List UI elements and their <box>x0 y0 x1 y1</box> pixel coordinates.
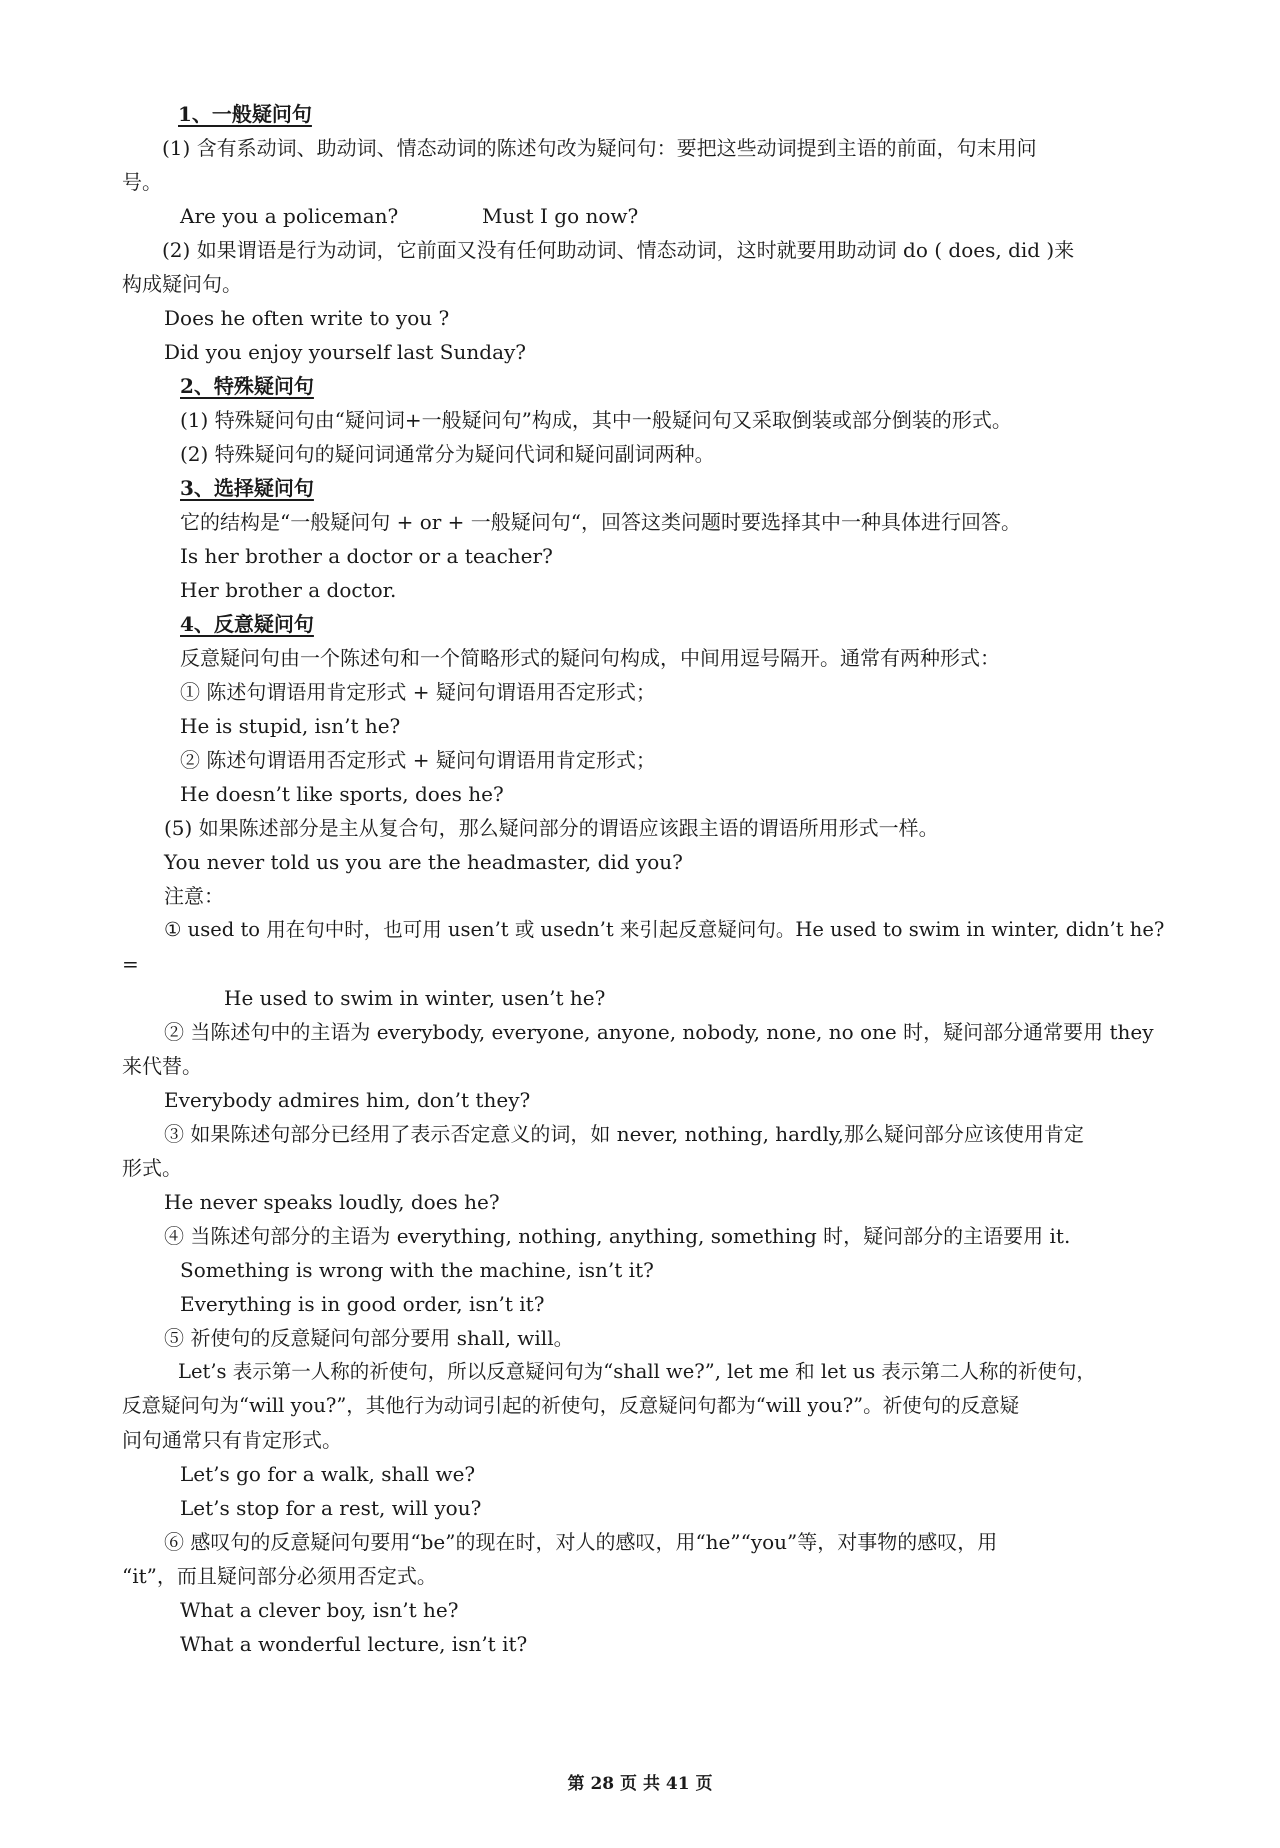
section-heading-general-question: 1、一般疑问句 <box>178 102 312 126</box>
paragraph-text: (1) 含有系动词、助动词、情态动词的陈述句改为疑问句：要把这些动词提到主语的前面，句末用问 <box>162 136 1037 160</box>
note-item: 来代替。 <box>122 1054 202 1078</box>
paragraph-text: (5) 如果陈述部分是主从复合句，那么疑问部分的谓语应该跟主语的谓语所用形式一样。 <box>164 816 939 840</box>
section-heading-tag-question: 4、反意疑问句 <box>180 612 314 636</box>
example-sentence: What a clever boy, isn’t he? <box>180 1598 459 1622</box>
note-item: = <box>122 952 139 976</box>
paragraph-text: 构成疑问句。 <box>122 272 242 296</box>
example-sentence: Are you a policeman? <box>180 204 399 228</box>
example-sentence: You never told us you are the headmaster, did you? <box>164 850 683 874</box>
note-item: ⑥ 感叹句的反意疑问句要用“be”的现在时，对人的感叹，用“he”“you”等，对事物的感叹，用 <box>164 1530 998 1554</box>
example-sentence: What a wonderful lecture, isn’t it? <box>180 1632 528 1656</box>
paragraph-text: (2) 如果谓语是行为动词，它前面又没有任何助动词、情态动词，这时就要用助动词 do ( does, did )来 <box>162 238 1075 262</box>
list-item: ① 陈述句谓语用肯定形式 + 疑问句谓语用否定形式； <box>180 680 656 704</box>
paragraph-text: 号。 <box>122 170 162 194</box>
note-item: ④ 当陈述句部分的主语为 everything, nothing, anything, something 时，疑问部分的主语要用 it. <box>164 1224 1071 1248</box>
note-label: 注意： <box>164 884 224 908</box>
paragraph-text: (2) 特殊疑问句的疑问词通常分为疑问代词和疑问副词两种。 <box>180 442 715 466</box>
note-item: ⑤ 祈使句的反意疑问句部分要用 shall, will。 <box>164 1326 574 1350</box>
example-sentence: Something is wrong with the machine, isn’t it? <box>180 1258 654 1282</box>
example-sentence: Let’s go for a walk, shall we? <box>180 1462 476 1486</box>
example-sentence: He doesn’t like sports, does he? <box>180 782 504 806</box>
note-item: “it”，而且疑问部分必须用否定式。 <box>122 1564 437 1588</box>
example-sentence: Let’s stop for a rest, will you? <box>180 1496 482 1520</box>
example-sentence: Must I go now? <box>482 204 639 228</box>
example-sentence: Everybody admires him, don’t they? <box>164 1088 531 1112</box>
note-item: ① used to 用在句中时，也可用 usen’t 或 usedn’t 来引起反意疑问句。He used to swim in winter, didn’t he? <box>164 918 1165 941</box>
note-item: ② 当陈述句中的主语为 everybody, everyone, anyone, nobody, none, no one 时，疑问部分通常要用 they <box>164 1020 1154 1044</box>
note-item: ③ 如果陈述句部分已经用了表示否定意义的词，如 never, nothing, hardly,那么疑问部分应该使用肯定 <box>164 1122 1084 1146</box>
paragraph-text: (1) 特殊疑问句由“疑问词+一般疑问句”构成，其中一般疑问句又采取倒装或部分倒装的形式。 <box>180 408 1012 432</box>
example-sentence: Did you enjoy yourself last Sunday? <box>164 340 527 364</box>
paragraph-text: 反意疑问句由一个陈述句和一个简略形式的疑问句构成，中间用逗号隔开。通常有两种形式： <box>180 646 1000 670</box>
example-sentence: He is stupid, isn’t he? <box>180 714 401 738</box>
paragraph-text: 问句通常只有肯定形式。 <box>122 1428 342 1452</box>
page-number-footer: 第 28 页 共 41 页 <box>567 1774 713 1794</box>
paragraph-text: 它的结构是“一般疑问句 + or + 一般疑问句“，回答这类问题时要选择其中一种具体进行回答。 <box>180 510 1021 534</box>
example-sentence: Everything is in good order, isn’t it? <box>180 1292 545 1316</box>
example-sentence: Does he often write to you ? <box>164 306 450 330</box>
example-sentence: He used to swim in winter, usen’t he? <box>224 986 606 1010</box>
note-item: 形式。 <box>122 1156 182 1180</box>
list-item: ② 陈述句谓语用否定形式 + 疑问句谓语用肯定形式； <box>180 748 656 772</box>
example-sentence: He never speaks loudly, does he? <box>164 1190 500 1214</box>
paragraph-text: 反意疑问句为“will you?”，其他行为动词引起的祈使句，反意疑问句都为“will you?”。祈使句的反意疑 <box>122 1394 1020 1417</box>
paragraph-text: Let’s 表示第一人称的祈使句，所以反意疑问句为“shall we?”, let me 和 let us 表示第二人称的祈使句， <box>178 1360 1096 1383</box>
example-sentence: Is her brother a doctor or a teacher? <box>180 544 553 568</box>
section-heading-special-question: 2、特殊疑问句 <box>180 374 314 398</box>
example-sentence: Her brother a doctor. <box>180 578 397 602</box>
section-heading-alternative-question: 3、选择疑问句 <box>180 476 314 500</box>
